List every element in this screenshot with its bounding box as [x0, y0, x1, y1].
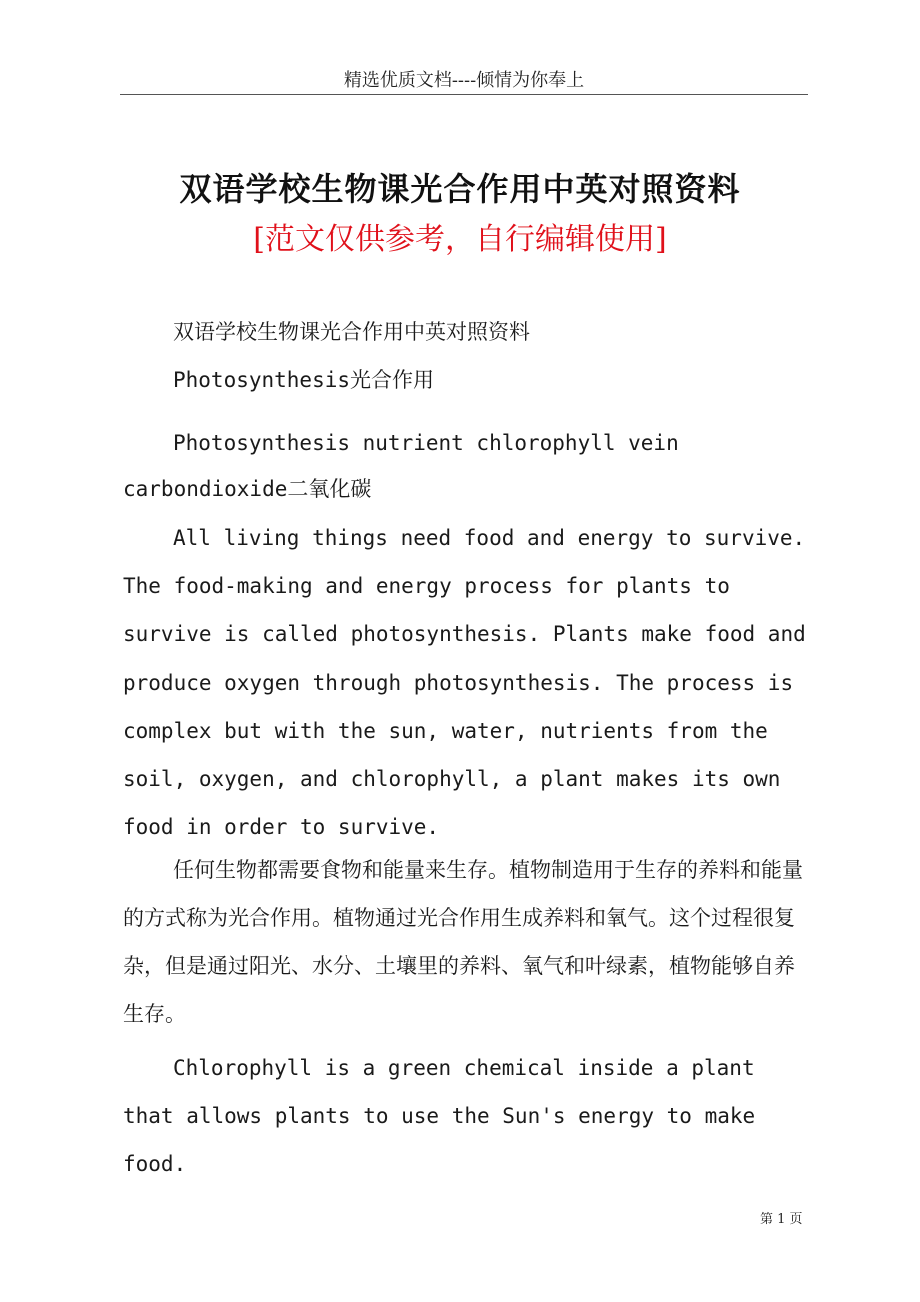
document-title: 双语学校生物课光合作用中英对照资料 [179, 170, 741, 208]
paragraph: All living things need food and energy to survive. The food-making and energy process for plants to survive is called photosynthesis. Plants make food and produce oxygen through photosynthesis. The process is complex but with the sun, water, nutrients from the soil, oxygen, and chlorophyll, a plant makes its own food in order to survive. [123, 526, 806, 840]
document-subtitle: [范文仅供参考，自行编辑使用] [253, 222, 667, 257]
paragraph: 任何生物都需要食物和能量来生存。植物制造用于生存的养料和能量的方式称为光合作用。植物通过光合作用生成养料和氧气。这个过程很复杂，但是通过阳光、水分、土壤里的养料、氧气和叶绿素，植物能够自养生存。 [123, 858, 803, 1026]
header-divider [120, 94, 808, 95]
paragraph: Photosynthesis nutrient chlorophyll vein carbondioxide二氧化碳 [123, 431, 679, 501]
page-number: 第 1 页 [760, 1212, 803, 1227]
paragraph: Photosynthesis光合作用 [173, 368, 435, 392]
page-header: 精选优质文档----倾情为你奉上 [343, 70, 585, 91]
paragraph: Chlorophyll is a green chemical inside a plant that allows plants to use the Sun's energy to make food. [123, 1056, 756, 1176]
paragraph: 双语学校生物课光合作用中英对照资料 [173, 320, 530, 344]
